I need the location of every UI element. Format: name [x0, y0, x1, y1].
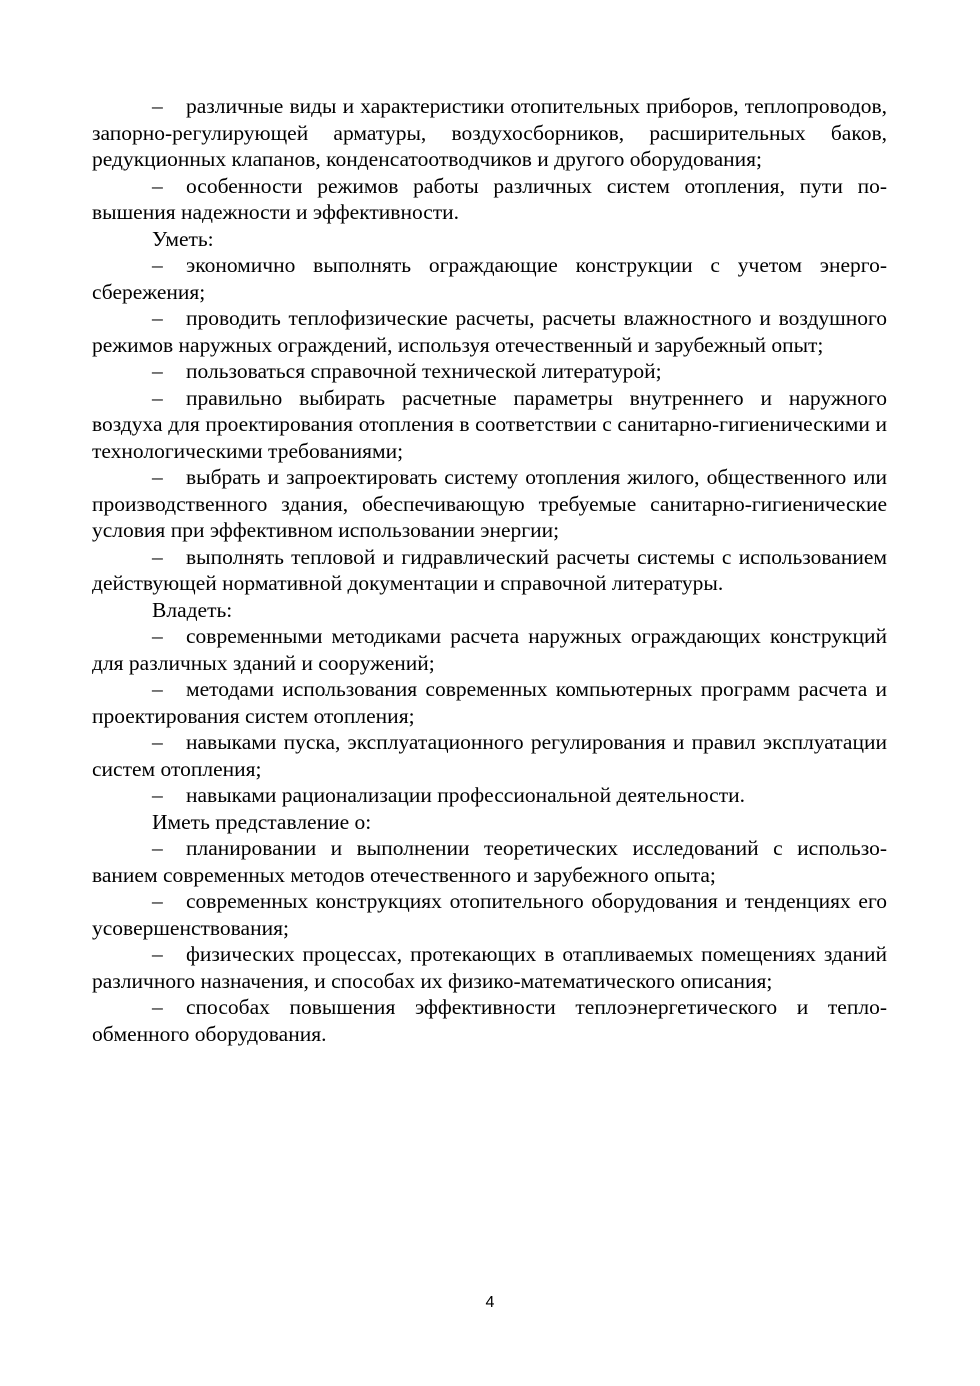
list-item-text: экономично выполнять ограждающие конструкции с учетом энергосбережения; — [92, 253, 887, 304]
list-item-text: пользоваться справочной технической литературой; — [186, 359, 662, 383]
section-heading-umet: Уметь: — [152, 226, 214, 251]
dash-marker: – — [152, 359, 163, 383]
list-item — [92, 782, 887, 809]
list-item-text: физических процессах, протекающих в отапливаемых помещениях зданий различного назначения, и способах их физико-математического описания; — [92, 942, 887, 993]
list-item — [92, 941, 887, 994]
dash-marker: – — [152, 836, 163, 860]
list-item-text: различные виды и характеристики отопительных приборов, теплопроводов, запорно-регулирующей арматуры, воздухосборников, расширительных баков, редукционных клапанов, конденсатоотводчиков и другого оборудования; — [92, 94, 887, 171]
list-item-text: методами использования современных компьютерных программ расчета и проектирования систем отопления; — [92, 677, 887, 728]
list-item — [92, 305, 887, 358]
dash-marker: – — [152, 942, 163, 966]
page-body — [92, 93, 887, 1047]
list-item — [92, 385, 887, 465]
list-item-text: навыками пуска, эксплуатационного регулирования и правил эксплуатации систем отопления; — [92, 730, 887, 781]
list-item — [92, 544, 887, 597]
list-item — [92, 464, 887, 544]
list-item — [92, 676, 887, 729]
dash-marker: – — [152, 544, 163, 569]
section-heading-predstavlenie: Иметь представление о: — [152, 809, 372, 834]
list-item — [92, 835, 887, 888]
list-item — [92, 729, 887, 782]
list-item-text: правильно выбирать расчетные параметры внутреннего и наружного воздуха для проектирования отопления в соответствии с санитарно-гигиеническими и технологическими требованиями; — [92, 385, 887, 463]
dash-marker: – — [152, 94, 163, 118]
list-item — [92, 252, 887, 305]
dash-marker: – — [152, 783, 163, 807]
section-heading-vladet: Владеть: — [152, 597, 233, 622]
list-item — [92, 173, 887, 226]
dash-marker: – — [152, 306, 163, 330]
list-item-text: навыками рационализации профессиональной деятельности. — [186, 783, 745, 807]
dash-marker: – — [152, 253, 163, 277]
list-item-text: проводить теплофизические расчеты, расчеты влажностного и воздушного режимов наружных ограждений, используя отечественный и зарубежный опыт; — [92, 306, 887, 357]
dash-marker: – — [152, 995, 163, 1019]
list-item-text: выполнять тепловой и гидравлический расчеты системы с использованием действующей нормативной документации и справочной литературы. — [92, 544, 887, 595]
list-item-text: современных конструкциях отопительного оборудования и тенденциях его усовершенствования; — [92, 889, 887, 940]
dash-marker: – — [152, 889, 163, 913]
list-item — [92, 623, 887, 676]
list-item — [92, 93, 887, 173]
dash-marker: – — [152, 173, 163, 198]
list-item — [92, 994, 887, 1047]
dash-marker: – — [152, 385, 163, 410]
list-item — [92, 358, 887, 385]
list-item-text: способах повышения эффективности теплоэнергетического и теплообменного оборудования. — [92, 995, 887, 1046]
page-number: 4 — [485, 1294, 495, 1311]
list-item-text: выбрать и запроектировать систему отопления жилого, общественного или производственного здания, обеспечивающую требуемые санитарно-гигиенические условия при эффективном использовании энергии; — [92, 465, 887, 542]
dash-marker: – — [152, 624, 163, 648]
list-item-text: планировании и выполнении теоретических исследований с использованием современных методов отечественного и зарубежного опыта; — [92, 836, 887, 887]
list-item — [92, 888, 887, 941]
list-item-text: особенности режимов работы различных систем отопления, пути повышения надежности и эффективности. — [92, 173, 887, 224]
dash-marker: – — [152, 730, 163, 754]
list-item-text: современными методиками расчета наружных ограждающих конструкций для различных зданий и сооружений; — [92, 624, 887, 675]
dash-marker: – — [152, 677, 163, 701]
dash-marker: – — [152, 465, 163, 489]
